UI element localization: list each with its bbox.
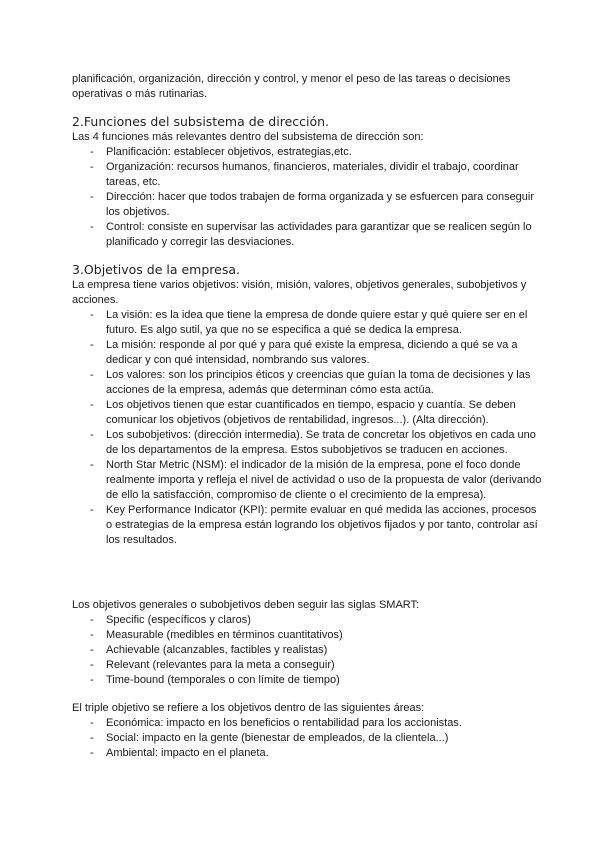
- list-item: - Relevant (relevantes para la meta a conseguir): [72, 658, 542, 673]
- triple-block: [72, 701, 542, 761]
- list-item: - La misión: responde al por qué y para qué existe la empresa, diciendo a qué se va a dedicar y con qué intensidad, nombrando sus valores.: [72, 338, 542, 368]
- smart-block: [72, 598, 542, 688]
- list-item: - Organización: recursos humanos, financieros, materiales, dividir el trabajo, coordinar tareas, etc.: [72, 160, 542, 190]
- list-item: - Dirección: hacer que todos trabajen de forma organizada y se esfuercen para conseguir los objetivos.: [72, 190, 542, 220]
- smart-lead: Los objetivos generales o subobjetivos deben seguir las siglas SMART:: [72, 599, 420, 611]
- triple-list: [72, 716, 542, 761]
- triple-lead: El triple objetivo se refiere a los objetivos dentro de las siguientes áreas:: [72, 702, 425, 714]
- section-3-heading: 3.Objetivos de la empresa.: [72, 262, 240, 277]
- list-item: - Achievable (alcanzables, factibles y realistas): [72, 643, 542, 658]
- section-3: [72, 261, 542, 548]
- list-item: - Social: impacto en la gente (bienestar de empleados, de la clientela...): [72, 731, 542, 746]
- list-item: - Specific (específicos y claros): [72, 613, 542, 628]
- list-item: - Control: consiste en supervisar las actividades para garantizar que se realicen según lo planificado y corregir las desviaciones.: [72, 220, 542, 250]
- section-3-list: [72, 308, 542, 548]
- intro-paragraph: planificación, organización, dirección y control, y menor el peso de las tareas o decisiones operativas o más rutinarias.: [72, 73, 511, 100]
- section-2: [72, 113, 542, 250]
- list-item: - Time-bound (temporales o con límite de tiempo): [72, 673, 542, 688]
- intro-block: [72, 72, 542, 102]
- list-item: - Ambiental: impacto en el planeta.: [72, 746, 542, 761]
- smart-list: [72, 613, 542, 688]
- list-item: - La visión: es la idea que tiene la empresa de donde quiere estar y qué quiere ser en el futuro. Es algo sutil, ya que no se especifica a qué se dedica la empresa.: [72, 308, 542, 338]
- section-2-heading: 2.Funciones del subsistema de dirección.: [72, 114, 330, 129]
- list-item: - Measurable (medibles en términos cuantitativos): [72, 628, 542, 643]
- section-2-lead: Las 4 funciones más relevantes dentro del subsistema de dirección son:: [72, 131, 424, 143]
- list-item: - Key Performance Indicator (KPI): permite evaluar en qué medida las acciones, procesos o estrategias de la empresa están logrando los objetivos fijados y por tanto, controlar así los resultados.: [72, 503, 542, 548]
- list-item: - Los subobjetivos: (dirección intermedia). Se trata de concretar los objetivos en cada uno de los departamentos de la empresa. Estos subobjetivos se traducen en acciones.: [72, 428, 542, 458]
- list-item: - North Star Metric (NSM): el indicador de la misión de la empresa, pone el foco donde realmente importa y refleja el nivel de actividad o uso de la propuesta de valor (derivando de ello la satisfacción, compromiso de cliente o el crecimiento de la empresa).: [72, 458, 542, 503]
- section-2-list: [72, 145, 542, 250]
- list-item: - Los objetivos tienen que estar cuantificados en tiempo, espacio y cuantía. Se deben comunicar los objetivos (objetivos de rentabilidad, ingresos...). (Alta dirección).: [72, 398, 542, 428]
- list-item: - Los valores: son los principios éticos y creencias que guían la toma de decisiones y las acciones de la empresa, además que determinan cómo esta actúa.: [72, 368, 542, 398]
- list-item: - Planificación: establecer objetivos, estrategias,etc.: [72, 145, 542, 160]
- list-item: - Económica: impacto en los beneficios o rentabilidad para los accionistas.: [72, 716, 542, 731]
- section-3-lead: La empresa tiene varios objetivos: visión, misión, valores, objetivos generales, subobjetivos y acciones.: [72, 279, 527, 306]
